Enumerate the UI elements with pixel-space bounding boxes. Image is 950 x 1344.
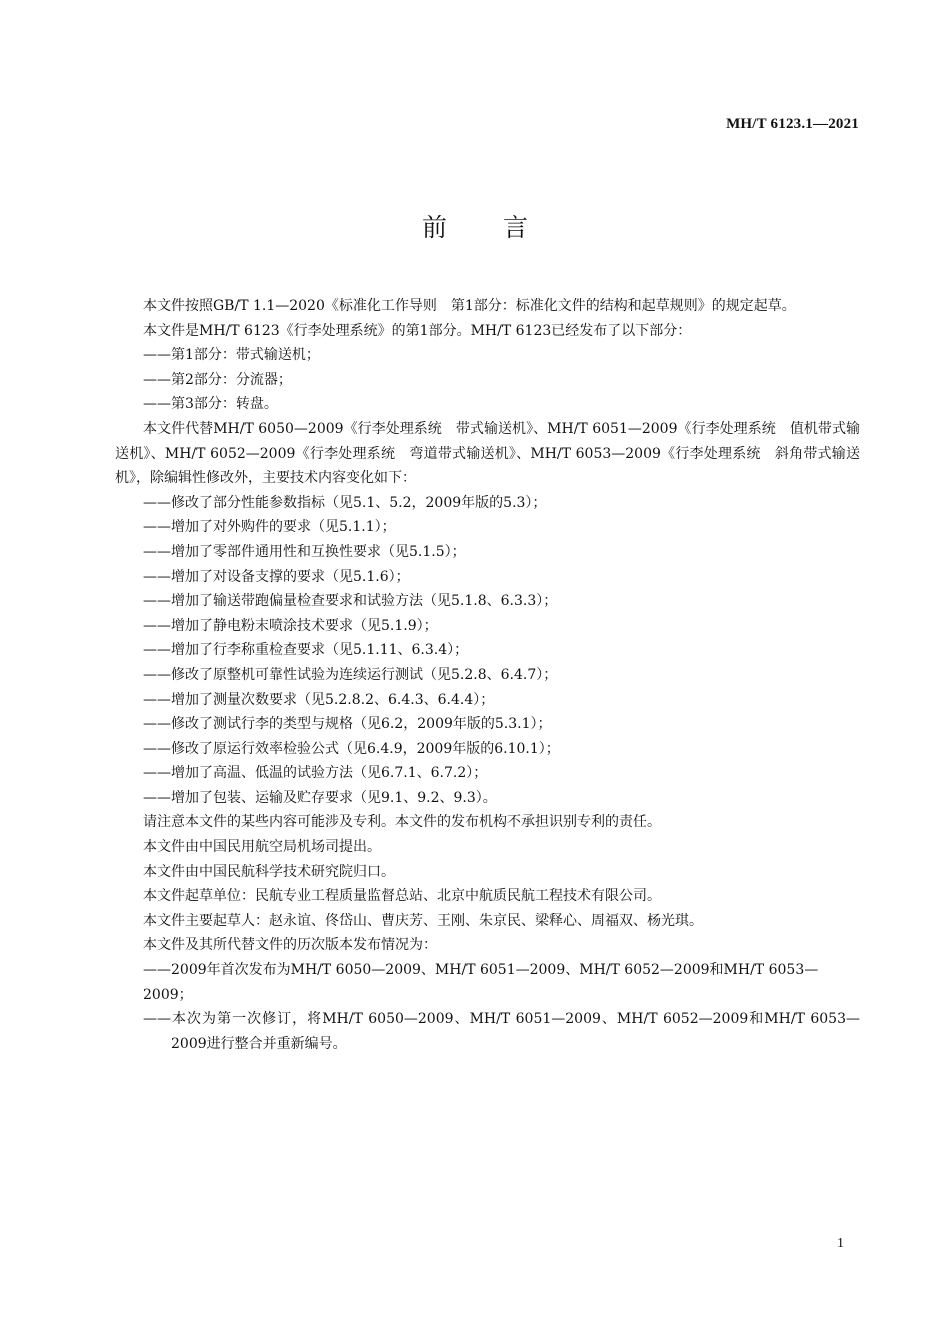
- list-item-change: ——增加了对外购件的要求（见5.1.1）；: [143, 519, 396, 536]
- paragraph-proposed-by: 本文件由中国民用航空局机场司提出。: [143, 839, 381, 856]
- list-item-change: ——增加了静电粉末喷涂技术要求（见5.1.9）；: [143, 617, 438, 634]
- paragraph-drafting-units: 本文件起草单位：民航专业工程质量监督总站、北京中航质民航工程技术有限公司。: [143, 888, 661, 905]
- paragraph-replaces: 本文件代替MH/T 6050—2009《行李处理系统 带式输送机》、MH/T 6051—2009《行李处理系统 值机带式输送机》、MH/T 6052—2009《行李处理系统 弯道带式输送机》、MH/T 6053—2009《行李处理系统 斜角带式输送机》，除编辑性修改外，主要技术内容变化如下：: [115, 420, 860, 487]
- page-number: 1: [837, 1236, 844, 1251]
- list-item-change: ——增加了行李称重检查要求（见5.1.11、6.3.4）；: [143, 642, 469, 659]
- list-item-change: ——增加了测量次数要求（见5.2.8.2、6.4.3、6.4.4）；: [143, 691, 495, 708]
- list-item-change: ——修改了原整机可靠性试验为连续运行测试（见5.2.8、6.4.7）；: [143, 666, 558, 683]
- list-item-change: ——增加了高温、低温的试验方法（见6.7.1、6.7.2）；: [143, 765, 488, 782]
- list-item-history: ——本次为第一次修订，将MH/T 6050—2009、MH/T 6051—2009、MH/T 6052—2009和MH/T 6053—2009进行整合并重新编号。: [143, 1011, 860, 1052]
- page-title: 前言: [421, 213, 584, 242]
- paragraph-drafting-rules: 本文件按照GB/T 1.1—2020《标准化工作导则 第1部分：标准化文件的结构和起草规则》的规定起草。: [143, 298, 796, 314]
- foreword-body: [115, 294, 860, 1056]
- list-item-change: ——增加了包装、运输及贮存要求（见9.1、9.2、9.3）。: [143, 789, 497, 806]
- paragraph-centralized-by: 本文件由中国民航科学技术研究院归口。: [143, 863, 395, 880]
- list-item-part: ——第1部分：带式输送机；: [143, 347, 320, 364]
- paragraph-drafters: 本文件主要起草人：赵永谊、佟岱山、曹庆芳、王刚、朱京民、梁释心、周福双、杨光琪。: [143, 912, 703, 929]
- list-item-change: ——修改了原运行效率检验公式（见6.4.9，2009年版的6.10.1）；: [143, 740, 560, 757]
- list-item-part: ——第3部分：转盘。: [143, 396, 278, 413]
- list-item-change: ——修改了测试行李的类型与规格（见6.2，2009年版的5.3.1）；: [143, 716, 552, 733]
- list-item-part: ——第2部分：分流器；: [143, 371, 292, 388]
- list-item-change: ——增加了零部件通用性和互换性要求（见5.1.5）；: [143, 543, 466, 560]
- paragraph-series-parts: 本文件是MH/T 6123《行李处理系统》的第1部分。MH/T 6123已经发布了以下部分：: [143, 322, 692, 339]
- document-code: MH/T 6123.1—2021: [726, 116, 859, 132]
- paragraph-patent-notice: 请注意本文件的某些内容可能涉及专利。本文件的发布机构不承担识别专利的责任。: [143, 814, 661, 831]
- list-item-history: ——2009年首次发布为MH/T 6050—2009、MH/T 6051—2009、MH/T 6052—2009和MH/T 6053—2009；: [143, 962, 819, 1003]
- list-item-change: ——修改了部分性能参数指标（见5.1、5.2，2009年版的5.3）；: [143, 494, 547, 511]
- list-item-change: ——增加了对设备支撑的要求（见5.1.6）；: [143, 568, 410, 585]
- paragraph-history-intro: 本文件及其所代替文件的历次版本发布情况为：: [143, 937, 437, 954]
- list-item-change: ——增加了输送带跑偏量检查要求和试验方法（见5.1.8、6.3.3）；: [143, 593, 558, 610]
